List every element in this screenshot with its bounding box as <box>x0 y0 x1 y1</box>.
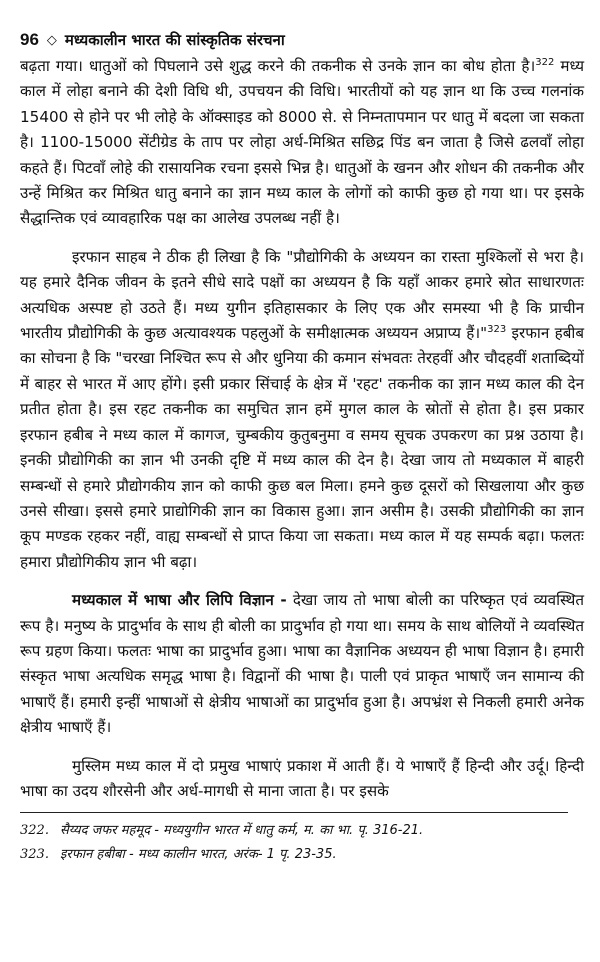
footnote-number: 323. <box>20 847 49 863</box>
page-number: 96 <box>20 30 39 49</box>
paragraph-3 <box>20 588 584 740</box>
paragraph-3-text: देखा जाय तो भाषा बोली का परिष्कृत एवं व्यवस्थित रूप है। मनुष्य के प्रादुर्भाव के साथ ही बोली का प्रादुर्भाव हो गया था। समय के साथ बोलियों ने व्यवस्थित रूप ग्रहण किया। फलतः भाषा का प्रादुर्भाव हुआ। भाषा का वैज्ञानिक अध्ययन ही भाषा विज्ञान है। हमारी संस्कृत भाषा अत्यधिक समृद्ध भाषा है। विद्वानों की भाषा है। पाली एवं प्राकृत भाषाएँ जन सामान्य की भाषाएँ हैं। हमारी इन्हीं भाषाओं से क्षेत्रीय भाषाओं का प्रादुर्भाव हुआ है। अपभ्रंश से निकली हमारी अनेक क्षेत्रीय भाषाएँ हैं। <box>20 591 584 737</box>
footnote-text: इरफान हबीबा - मध्य कालीन भारत, अरंक- 1 पृ. 23-35. <box>60 847 337 863</box>
footnote-ref-322: 322 <box>535 56 555 68</box>
footnote-ref-323: 323 <box>487 324 507 335</box>
footnote-number: 322. <box>20 823 49 839</box>
paragraph-1 <box>20 54 584 232</box>
paragraph-2-rest: इरफान हबीब का सोचना है कि "चरखा निश्चित रूप से और धुनिया की कमान संभवतः तेरहवीं और चौदहवीं शताब्दियों में बाहर से भारत में आए होंगे। इसी प्रकार सिंचाई के क्षेत्र में 'रहट' तकनीक का ज्ञान मध्य काल की देन प्रतीत होता है। इस रहट तकनीक का समुचित ज्ञान हमें मुगल काल के स्रोतों से होता है। इस प्रकार इरफान हबीब ने मध्य काल में कागज, चुम्बकीय कुतुबनुमा व समय सूचक उपकरण का प्रश्न उठाया है। इनकी प्रौद्योगिकी का ज्ञान भी उनकी दृष्टि में मध्य काल की देन है। देखा जाय तो मध्यकाल में बाहरी सम्बन्धों से हमारे प्रौद्योगकीय ज्ञान को काफी कुछ बल मिला। हमने कुछ दूसरों को सिखलाया और कुछ उनसे सीखा। इससे हमारे प्राद्योगिकी ज्ञान का विकास हुआ। ज्ञान असीम है। उसकी प्रौद्योगिकी का ज्ञान कूप मण्डक रहकर नहीं, वाह्य सम्बन्धों से प्राप्त किया जा सकता। मध्य काल में यह सम्पर्क बढ़ा। फलतः हमारा प्रौद्योगिकीय ज्ञान भी बढ़ा। <box>20 324 584 571</box>
paragraph-4: मुस्लिम मध्य काल में दो प्रमुख भाषाएं प्रकाश में आती हैं। ये भाषाएँ हैं हिन्दी और उर्दू। हिन्दी भाषा का उदय शौरसेनी और अर्ध-मागधी से माना जाता है। पर इसके <box>20 756 584 800</box>
paragraph-2 <box>20 245 584 575</box>
footnote-divider <box>20 812 568 813</box>
book-title: मध्यकालीन भारत की सांस्कृतिक संरचना <box>64 31 285 49</box>
paragraph-1-text: बढ़ता गया। धातुओं को पिघलाने उसे शुद्ध करने की तकनीक से उनके ज्ञान का बोध होता है। <box>20 57 536 75</box>
footnote-323 <box>20 843 584 867</box>
diamond-icon: ◇ <box>46 32 57 48</box>
paragraph-1-rest: मध्य काल में लोहा बनाने की देशी विधि थी, उपचयन की विधि। भारतीयों को यह ज्ञान था कि उच्च गलनांक 15400 से होने पर भी लोहे के ऑक्साइड को 8000 से. से निम्नतापमान पर धातु में बदला जा सकता है। 1100-15000 सेंटीग्रेड के ताप पर लोहा अर्ध-मिश्रित सछिद्र पिंड बन जाता है जिसे ढलवाँ लोहा कहते हैं। पिटवाँ लोहे की रासायनिक रचना इससे भिन्न है। धातुओं के खनन और शोधन की तकनीक और उन्हें मिश्रित कर मिश्रित धातु बनाने का ज्ञान मध्य काल के लोगों को काफी कुछ हो गया था। पर इसके सैद्धान्तिक एवं व्यावहारिक पक्ष का आलेख उपलब्ध नहीं है। <box>20 57 584 228</box>
section-heading: मध्यकाल में भाषा और लिपि विज्ञान - <box>72 591 287 610</box>
running-header <box>20 30 584 50</box>
paragraph-2-quote: इरफान साहब ने ठीक ही लिखा है कि "प्रौद्योगिकी के अध्ययन का रास्ता मुश्किलों से भरा है। यह हमारे दैनिक जीवन के इतने सीधे सादे पक्षों का अध्ययन है कि यहाँ आकर हमारे स्रोत साधारणतः अत्यधिक अस्पष्ट हो उठते हैं। मध्य युगीन इतिहासकार के लिए एक और समस्या भी है कि प्राचीन भारतीय प्रौद्योगिकी के कुछ अत्यावश्यक पहलुओं के समीक्षात्मक अध्ययन अप्राप्य हैं।" <box>20 247 584 343</box>
footnote-322 <box>20 819 584 843</box>
footnote-text: सैय्यद जफर महमूद - मध्ययुगीन भारत में धातु कर्म, म. का भा. पृ. 316-21. <box>60 823 424 839</box>
